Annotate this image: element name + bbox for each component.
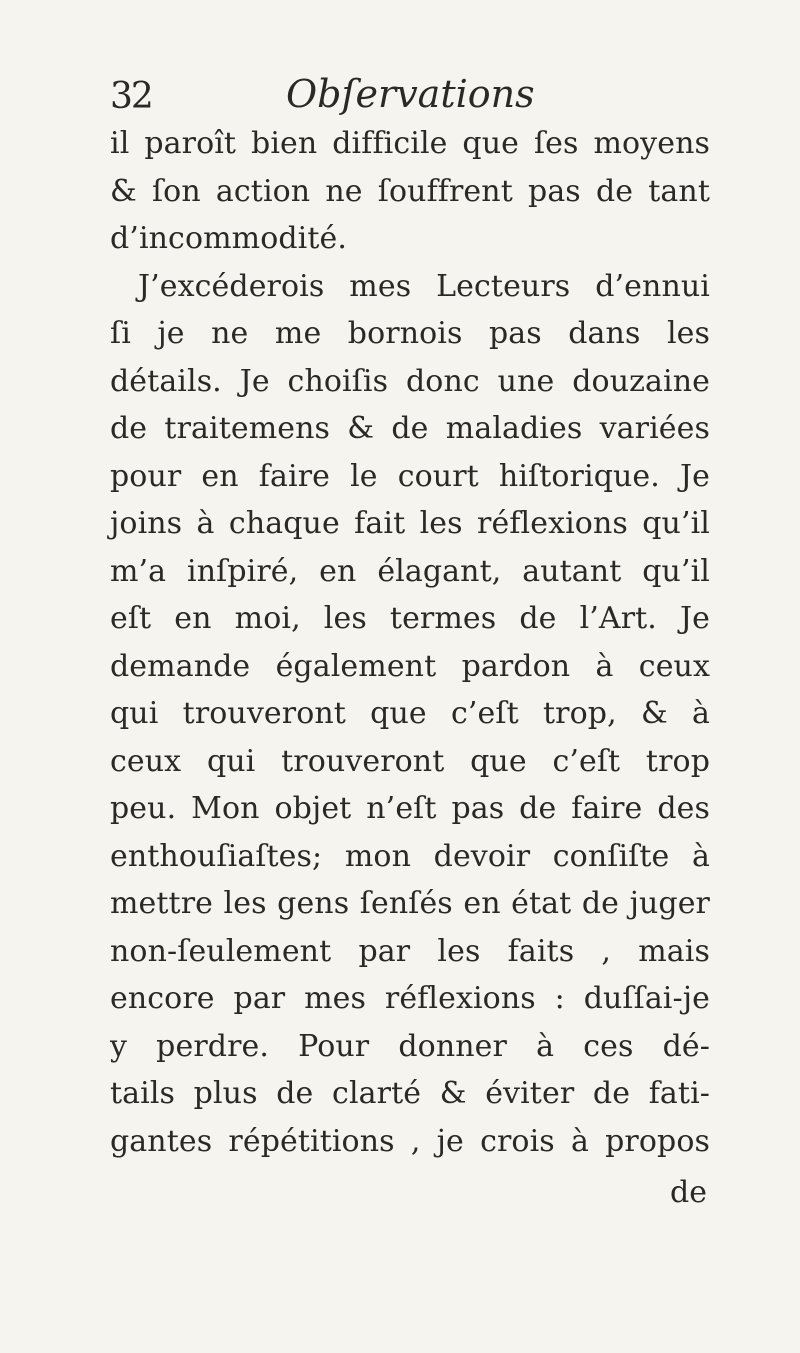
text-line: tails plus de clarté & éviter de fati- — [110, 1076, 710, 1111]
text-line: pour en faire le court hiſtorique. Je — [110, 458, 710, 494]
text-line: demande également pardon à ceux — [110, 648, 710, 684]
body-text — [110, 120, 710, 1165]
text-line: mettre les gens ſenſés en état de juger — [110, 886, 710, 921]
text-line: détails. Je choiſis donc une douzaine — [110, 363, 710, 399]
text-line: il paroît bien difficile que ſes moyens — [110, 126, 710, 161]
running-title: Obſervations — [286, 72, 535, 116]
catchword: de — [670, 1175, 707, 1210]
page-number: 32 — [110, 76, 152, 117]
text-line: qui trouveront que c’eſt trop, & à — [110, 696, 710, 731]
text-line: eſt en moi, les termes de l’Art. Je — [110, 601, 710, 636]
text-line: ſi je ne me bornois pas dans les — [110, 316, 710, 351]
text-line: d’incommodité. — [110, 221, 348, 256]
text-line: joins à chaque fait les réflexions qu’il — [110, 506, 710, 541]
text-line: non-ſeulement par les faits , mais — [110, 933, 710, 969]
text-line: peu. Mon objet n’eſt pas de faire des — [110, 791, 710, 826]
text-line: de traitemens & de maladies variées — [110, 411, 710, 446]
text-line: encore par mes réflexions : duſſai-je — [110, 981, 710, 1016]
text-line: & ſon action ne ſouffrent pas de tant — [110, 173, 710, 209]
text-line: J’excéderois mes Lecteurs d’ennui — [138, 268, 710, 304]
text-line: enthouſiaſtes; mon devoir conſiſte à — [110, 838, 710, 874]
text-line: y perdre. Pour donner à ces dé- — [110, 1028, 710, 1064]
text-line: m’a inſpiré, en élagant, autant qu’il — [110, 553, 710, 589]
text-line: ceux qui trouveront que c’eſt trop — [110, 743, 710, 779]
text-line: gantes répétitions , je crois à propos — [110, 1123, 710, 1159]
